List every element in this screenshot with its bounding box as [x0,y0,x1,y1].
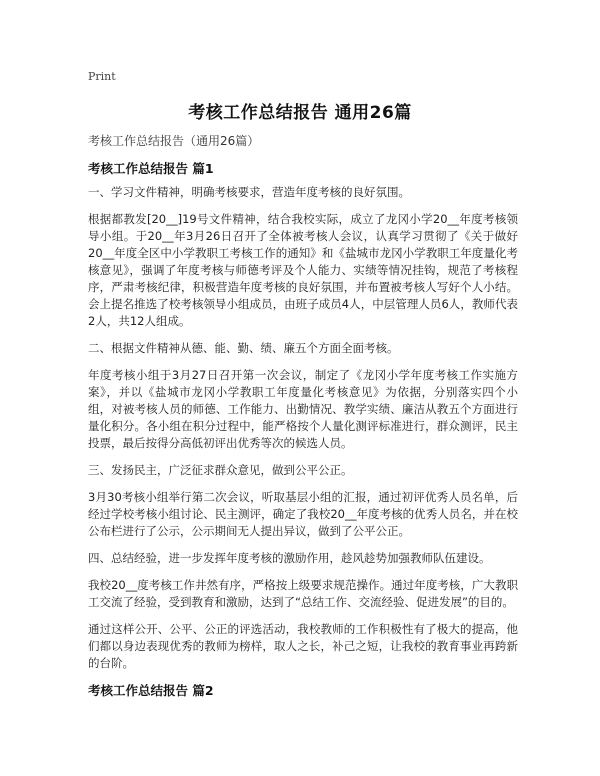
print-label[interactable]: Print [88,70,116,83]
paragraph: 根据都教发[20__]19号文件精神，结合我校实际，成立了龙冈小学20__年度考核领导小组。于20__年3月26日召开了全体被考核人会议，认真学习贯彻了《关于做好20__年度全区中小学教职工考核工作的通知》和《盐城市龙冈小学教职工年度量化考核意见》，强调了年度考核与师德考评及个人能力、实绩等情况挂钩，规范了考核程序，严肃考核纪律，积极营造年度考核的良好氛围，并布置被考核人写好个人小结。会上提名推选了校考核领导小组成员，由班子成员4人，中层管理人员6人，教师代表2人，共12人组成。 [88,212,518,328]
paragraph: 年度考核小组于3月27日召开第一次会议，制定了《龙冈小学年度考核工作实施方案》，并以《盐城市龙冈小学教职工年度量化考核意见》为依据，分别落实四个小组，对被考核人员的师德、工作能力、出勤情况、教学实绩、廉洁从教五个方面进行量化积分。各小组在积分过程中，能严格按个人量化测评标准进行，群众测评，民主投票，最后按得分高低初评出优秀等次的候选人员。 [88,368,518,450]
section-heading-1: 考核工作总结报告 篇1 [88,161,214,176]
document-body [88,132,518,706]
paragraph: 一、学习文件精神，明确考核要求，营造年度考核的良好氛围。 [88,185,410,199]
section-heading-2: 考核工作总结报告 篇2 [88,683,214,698]
document-title: 考核工作总结报告 通用26篇 [188,103,412,123]
document-subtitle: 考核工作总结报告（通用26篇） [88,134,260,148]
paragraph: 我校20__度考核工作井然有序，严格按上级要求规范操作。通过年度考核，广大教职工交流了经验，受到教育和激励，达到了“总结工作、交流经验、促进发展”的目的。 [88,578,518,609]
paragraph: 3月30考核小组举行第二次会议，听取基层小组的汇报，通过初评优秀人员名单，后经过学校考核小组讨论、民主测评，确定了我校20__年度考核的优秀人员名，并在校公布栏进行了公示，公示期间无人提出异议，做到了公平公正。 [88,490,518,538]
paragraph: 二、根据文件精神从德、能、勤、绩、廉五个方面全面考核。 [88,341,399,355]
paragraph: 四、总结经验，进一步发挥年度考核的激励作用，趁风趁势加强教师队伍建设。 [88,551,491,565]
paragraph: 通过这样公开、公平、公正的评选活动，我校教师的工作积极性有了极大的提高，他们都以身边表现优秀的教师为榜样，取人之长，补己之短，让我校的教育事业再跨新的台阶。 [88,622,518,670]
paragraph: 三、发扬民主，广泛征求群众意见，做到公平公正。 [88,463,353,477]
